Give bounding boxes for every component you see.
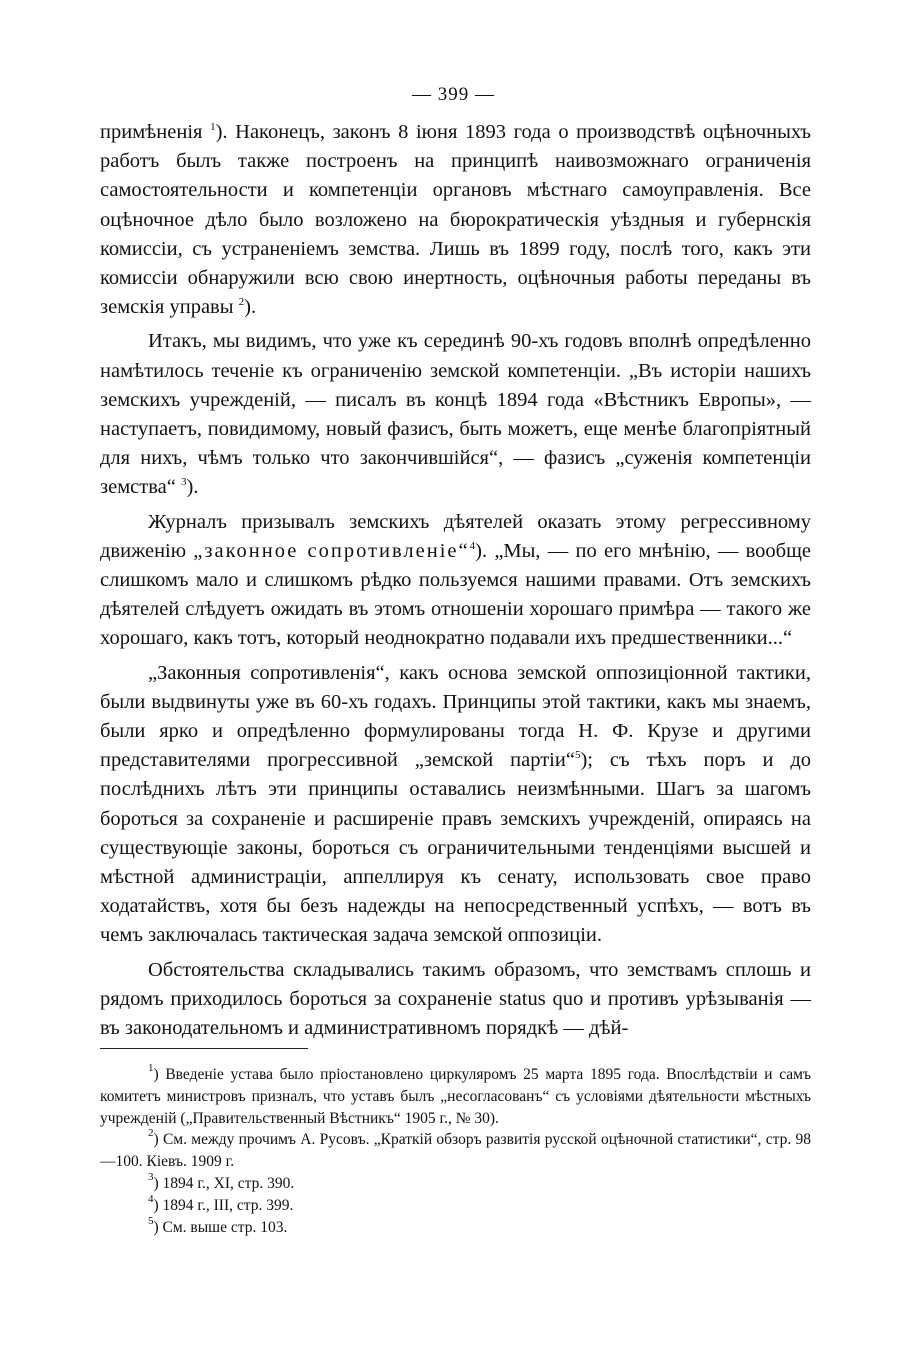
footnote-2 (100, 1129, 811, 1173)
footnote-1 (100, 1064, 811, 1129)
footnote-ref[interactable]: 4 (469, 539, 476, 552)
paragraph-1 (100, 118, 811, 322)
paragraph-text: ). Наконецъ, законъ 8 іюня 1893 года о производствѣ оцѣночныхъ работъ былъ также построенъ на принципѣ наивозможнаго ограниченія самостоятельности и компетенціи органовъ мѣстнаго самоуправленія. Все оцѣночное дѣло было возложено на бюрократическія уѣздныя и губернскія комиссіи, съ устраненіемъ земства. Лишь въ 1899 году, послѣ того, какъ эти комиссіи обнаружили всю свою инертность, оцѣночныя работы переданы въ земскія управы (100, 121, 811, 319)
footnote-ref[interactable]: 1 (210, 121, 216, 133)
paragraph-text: ). „Мы, — по его мнѣнію, — вообще слишкомъ мало и слишкомъ рѣдко пользуемся нашими правами. Отъ земскихъ дѣятелей слѣдуетъ ожидать въ этомъ отношеніи хорошаго примѣра — такого же хорошаго, какъ тотъ, который неоднократно подавали ихъ предшественники...“ (100, 539, 811, 650)
footnote-text: ) 1894 г., III, стр. 399. (153, 1196, 294, 1214)
footnote-mark: 3 (148, 1170, 154, 1183)
paragraph-2 (100, 327, 811, 502)
footnote-3 (100, 1170, 811, 1195)
footnote-mark: 1 (148, 1062, 154, 1074)
footnote-text: ) См. между прочимъ А. Русовъ. „Краткій обзоръ развитія русской оцѣночной статистики“, стр. 98—100. Кіевъ. 1909 г. (100, 1131, 811, 1171)
footnote-divider (100, 1048, 308, 1049)
paragraph-text: Итакъ, мы видимъ, что уже къ серединѣ 90-хъ годовъ вполнѣ опредѣленно намѣтилось теченіе къ ограниченію земской компетенціи. „Въ исторіи нашихъ земскихъ учрежденій, — писалъ въ концѣ 1894 года «Вѣстникъ Европы», — наступаетъ, повидимому, новый фазисъ, быть можетъ, еще менѣе благопріятный для нихъ, чѣмъ только что закончившійся“, — фазисъ „суженія компетенціи земства“ (100, 330, 811, 499)
paragraph-text: примѣненія (100, 121, 211, 143)
spaced-emphasis: „законное сопротивленіе“ (193, 539, 470, 562)
footnote-ref[interactable]: 2 (238, 296, 245, 309)
footnote-ref[interactable]: 5 (574, 749, 581, 762)
page-number: — 399 — (412, 84, 495, 105)
paragraph-5 (100, 956, 811, 1044)
paragraph-text: „Законныя сопротивленія“, какъ основа земской оппозиціонной тактики, были выдвинуты уже въ 60-хъ годахъ. Принципы этой тактики, какъ мы знаемъ, были ярко и опредѣленно формулированы тогда Н. Ф. Крузе и другими представителями прогрессивной „земской партіи“ (100, 661, 811, 772)
footnote-text: ) См. выше стр. 103. (153, 1218, 288, 1236)
footnote-mark: 4 (148, 1192, 154, 1205)
footnote-text: ) 1894 г., XI, стр. 390. (153, 1174, 295, 1192)
footnotes (100, 1064, 811, 1238)
footnote-mark: 2 (148, 1127, 154, 1140)
paragraph-3 (100, 508, 811, 654)
paragraph-4 (100, 659, 811, 951)
paragraph-text: ). (186, 476, 199, 499)
footnote-text: ) Введеніе устава было пріостановлено циркуляромъ 25 марта 1895 года. Впослѣдствіи и самъ комитетъ министровъ призналъ, что уставъ былъ „несогласованъ“ съ условіями дѣятельности мѣстныхъ учрежденій („Правительственный Вѣстникъ“ 1905 г., № 30). (100, 1066, 811, 1127)
footnote-mark: 5 (148, 1214, 154, 1227)
paragraph-text: ). (244, 296, 257, 319)
footnote-ref[interactable]: 3 (180, 476, 187, 489)
footnote-4 (100, 1192, 811, 1217)
footnote-5 (100, 1214, 811, 1239)
paragraph-text: Обстоятельства складывались такимъ образомъ, что земствамъ сплошь и рядомъ приходилось бороться за сохраненіе status quo и противъ урѣзыванія — въ законодательномъ и административномъ порядкѣ — дѣй- (100, 958, 811, 1040)
paragraph-text: ); съ тѣхъ поръ и до послѣднихъ лѣтъ эти принципы оставались неизмѣнными. Шагъ за шагомъ бороться за сохраненіе и расширеніе правъ земскихъ учрежденій, опираясь на существующіе законы, бороться съ ограничительными тенденціями высшей и мѣстной администраціи, аппеллируя къ сенату, использовать свое право ходатайствъ, хотя бы безъ надежды на непосредственный успѣхъ, — вотъ въ чемъ заключалась тактическая задача земской оппозиціи. (100, 749, 811, 947)
paragraph-text: Журналъ призывалъ земскихъ дѣятелей оказать этому регрессивному движенію (100, 510, 811, 562)
main-text (100, 118, 811, 1043)
